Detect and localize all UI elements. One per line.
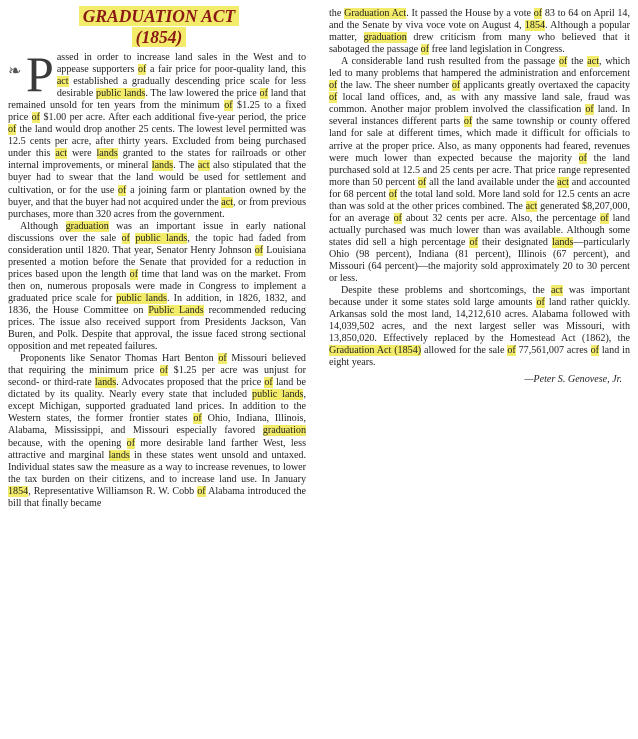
highlighted-term: act xyxy=(587,56,600,68)
highlighted-term: act xyxy=(56,76,69,88)
highlighted-term: public lands xyxy=(252,389,304,401)
paragraph: the Graduation Act. It passed the House by a vote of 83 to 64 on April 14, and the Senate by viva voce vote on August 4, 1854. Although a popular matter, graduation drew criticism from many who believed that it sabotaged the passage of free land legislation in Congress. xyxy=(329,8,631,56)
highlighted-term: lands xyxy=(552,236,574,248)
highlighted-term: of xyxy=(118,184,127,196)
highlighted-term: act xyxy=(221,196,234,208)
paragraph: assed in order to increase land sales in the West and to appease supporters of a fair price for poor-quality land, this act established a gradually descending price scale for less desirable public lands. The law lowered the price of land that remained unsold for ten years from the minimum of $1.25 to a fixed price of $1.00 per acre. After each additional five-year period, the price of the land would drop another 25 cents. The lowest level permitted was 12.5 cents per acre, after thirty years. Excluded from being purchased under this act were lands granted to the states for railroads or other internal improvements, or mineral lands. The act also stipulated that the buyer had to swear that the land would be used for settlement and cultivation, or for the use of a joining farm or plantation owned by the buyer, and that the buyer had not acquired under the act, or from previous purchases, more than 320 acres from the government. xyxy=(8,52,307,220)
highlighted-term: Graduation Act xyxy=(344,8,407,19)
right-column xyxy=(329,8,630,386)
drop-cap-letter: P xyxy=(26,46,54,102)
paragraph: Although graduation was an important issue in early national discussions over the sale of public lands, the topic had faded from consideration until 1820. That year, Senator Henry Johnson of Louisiana presented a motion before the Senate that provided for a reduction in prices based upon the length of time that land was on the market. From then on, numerous proposals were made in Congress to implement a graduated price scale for public lands. In addition, in 1826, 1832, and 1836, the House Committee on Public Lands recommended reducing prices. The issue also received support from Presidents Jackson, Van Buren, and Polk. Despite that approval, the issue faced strong sectional opposition and met repeated failures. xyxy=(8,220,307,353)
page-subtitle: (1854) xyxy=(132,27,187,47)
highlighted-term: lands xyxy=(108,449,130,461)
highlighted-term: of xyxy=(536,297,545,309)
paragraph: Despite these problems and shortcomings, the act was important because under it some states sold large amounts of land rather quickly. Arkansas sold the most land, 14,212,610 acres. Alabama followed with 14,039,502 acres, and the next largest seller was Missouri, with 13,850,020. Effectively replaced by the Homestead Act (1862), the Graduation Act (1854) allowed for the sale of 77,561,007 acres of land in eight years. xyxy=(329,285,630,369)
left-column xyxy=(8,46,307,510)
page-title: GRADUATION ACT xyxy=(79,6,240,26)
highlighted-term: Public Lands xyxy=(148,304,204,316)
highlighted-term: 1854 xyxy=(524,20,546,32)
highlighted-term: of xyxy=(129,268,139,280)
highlighted-term: of xyxy=(578,152,588,164)
title-block xyxy=(0,6,318,48)
highlighted-term: of xyxy=(393,212,402,224)
highlighted-term: of xyxy=(137,64,147,76)
highlighted-term: of xyxy=(600,212,609,224)
paragraph: Proponents like Senator Thomas Hart Benton of Missouri believed that requiring the minimum price of $1.25 per acre was unjust for second- or third-rate lands. Advocates proposed that the price of land be dictated by its quality. Nearly every state that included public lands, except Michigan, supported graduated land prices. In addition to the Western states, the former frontier states of Ohio, Indiana, Illinois, Alabama, Mississippi, and Missouri especially favored graduation because, with the opening of more desirable land farther West, less attractive and marginal lands in these states went unsold and untaxed. Individual states saw the measure as a way to increase revenues, to lower the tax burden on their citizens, and to increase land use. In January 1854, Representative Williamson R. W. Cobb of Alabama introduced the bill that finally became xyxy=(8,353,307,509)
highlighted-term: act xyxy=(550,285,563,297)
highlighted-term: of xyxy=(197,485,206,497)
highlighted-term: of xyxy=(585,104,594,116)
highlighted-term: of xyxy=(259,88,268,100)
highlighted-term: act xyxy=(557,176,569,188)
author-signature: —Peter S. Genovese, Jr. xyxy=(524,374,622,386)
highlighted-term: public lands xyxy=(96,88,146,100)
highlighted-term: of xyxy=(224,100,233,112)
highlighted-term: of xyxy=(8,124,17,136)
highlighted-term: graduation xyxy=(363,32,407,44)
highlighted-term: act xyxy=(197,160,210,172)
highlighted-term: of xyxy=(218,353,227,365)
highlighted-term: act xyxy=(55,148,68,160)
highlighted-term: graduation xyxy=(262,425,306,437)
paragraph: A considerable land rush resulted from the passage of the act, which led to many problems that hampered the administration and enforcement of the law. The sheer number of applicants greatly overtaxed the capacity of local land offices, and, as with any massive land sale, fraud was common. Another major problem involved the classification of land. In several instances different parts of the same township or county offered land for sale at different times, which made it difficult for officials to arrive at the proper price. Also, as many opponents had feared, revenues were much lower than expected because the majority of the land purchased sold at 12.5 and 25 cents per acre. That price range represented more than 50 percent of all the land available under the act and accounted for 68 percent of the total land sold. More land sold for 12.5 cents an acre than was sold at the other prices combined. The act generated $8,207,000, for an average of about 32 cents per acre. Also, the percentage of land actually purchased was much lower than was available. Although some states did sell a high percentage of their designated lands—particularly Ohio (98 percent), Indiana (81 percent), Illinois (67 percent), and Missouri (64 percent)—the majority sold approximately 20 to 30 percent or less. xyxy=(329,56,631,285)
highlighted-term: of xyxy=(254,244,264,256)
highlighted-term: Graduation Act (1854) xyxy=(329,345,422,357)
highlighted-term: graduation xyxy=(65,220,109,232)
highlighted-term: of xyxy=(388,188,398,200)
highlighted-term: of xyxy=(329,92,338,104)
highlighted-term: of xyxy=(558,56,568,68)
highlighted-term: of xyxy=(126,437,136,449)
highlighted-term: of xyxy=(31,112,41,124)
highlighted-term: of xyxy=(264,377,273,389)
highlighted-term: of xyxy=(463,116,473,128)
highlighted-term: of xyxy=(469,236,478,248)
highlighted-term: lands xyxy=(151,160,174,172)
scroll-flourish-icon: ❧ xyxy=(8,63,22,80)
highlighted-term: 1854 xyxy=(8,485,29,497)
highlighted-term: of xyxy=(329,80,338,92)
highlighted-term: lands xyxy=(96,148,118,160)
highlighted-term: lands xyxy=(94,377,117,389)
highlighted-term: of xyxy=(417,176,427,188)
highlighted-term: act xyxy=(525,200,538,212)
highlighted-term: public lands xyxy=(135,232,188,244)
highlighted-term: of xyxy=(193,413,202,425)
highlighted-term: of xyxy=(507,345,516,357)
highlighted-term: of xyxy=(533,8,543,19)
highlighted-term: public lands xyxy=(116,292,167,304)
highlighted-term: of xyxy=(590,345,599,357)
highlighted-term: of xyxy=(159,365,169,377)
highlighted-term: of xyxy=(451,80,461,92)
highlighted-term: of xyxy=(121,232,130,244)
highlighted-term: of xyxy=(420,44,430,56)
